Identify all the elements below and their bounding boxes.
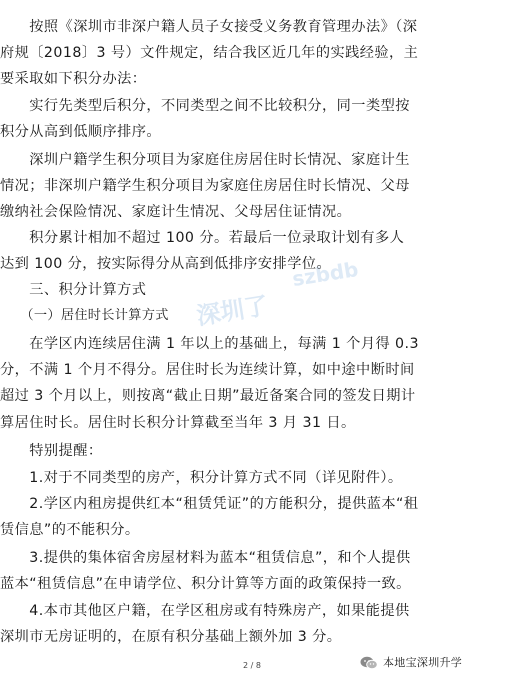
paragraph-line: 4.本市其他区户籍，在学区租房或有特殊房产，如果能提供: [0, 603, 410, 619]
section-heading: 三、积分计算方式: [0, 282, 147, 298]
wechat-icon: [360, 655, 378, 669]
paragraph-line: 府规〔2018〕3 号）文件规定，结合我区近几年的实践经验，主: [0, 45, 419, 61]
paragraph-line: 缴纳社会保险情况、家庭计生情况、父母居住证情况。: [0, 204, 352, 220]
paragraph-line: 分，不满 1 个月不得分。居住时长为连续计算，如中途中断时间: [0, 362, 415, 378]
source-badge: [360, 651, 462, 673]
paragraph-line: 特别提醒：: [0, 443, 103, 459]
source-badge-label: 本地宝深圳升学: [383, 656, 463, 669]
paragraph-line: 积分从高到低顺序排序。: [0, 124, 162, 140]
paragraph-line: 按照《深圳市非深户籍人员子女接受义务教育管理办法》（深: [0, 19, 418, 35]
paragraph-line: 3.提供的集体宿舍房屋材料为蓝本“租赁信息”，和个人提供: [0, 550, 411, 566]
paragraph-line: 实行先类型后积分，不同类型之间不比较积分，同一类型按: [0, 98, 410, 114]
watermark-subtext: szbdb: [290, 256, 360, 292]
watermark-text: 深圳了: [194, 291, 271, 331]
page-number: 2 / 8: [243, 661, 261, 670]
paragraph-line: 赁信息”的不能积分。: [0, 522, 140, 538]
paragraph-line: 深圳市无房证明的，在原有积分基础上额外加 3 分。: [0, 629, 342, 645]
paragraph-line: 积分累计相加不超过 100 分。若最后一位录取计划有多人: [0, 230, 405, 246]
paragraph-line: 1.对于不同类型的房产，积分计算方式不同（详见附件）。: [0, 470, 403, 486]
paragraph-line: 2.学区内租房提供红本“租赁凭证”的方能积分，提供蓝本“租: [0, 496, 419, 512]
paragraph-line: 达到 100 分，按实际得分从高到低排序安排学位。: [0, 256, 332, 272]
paragraph-line: 超过 3 个月以上，则按离“截止日期”最近备案合同的签发日期计: [0, 388, 416, 404]
paragraph-line: 要采取如下积分办法：: [0, 71, 147, 87]
paragraph-line: 情况；非深圳户籍学生积分项目为家庭住房居住时长情况、父母: [0, 178, 410, 194]
subsection-heading: （一）居住时长计算方式: [0, 308, 169, 323]
paragraph-line: 算居住时长。居住时长积分计算截至当年 3 月 31 日。: [0, 415, 356, 431]
paragraph-line: 在学区内连续居住满 1 年以上的基础上，每满 1 个月得 0.3: [0, 336, 419, 352]
paragraph-line: 蓝本“租赁信息”在申请学位、积分计算等方面的政策保持一致。: [0, 576, 411, 592]
paragraph-line: 深圳户籍学生积分项目为家庭住房居住时长情况、家庭计生: [0, 152, 410, 168]
